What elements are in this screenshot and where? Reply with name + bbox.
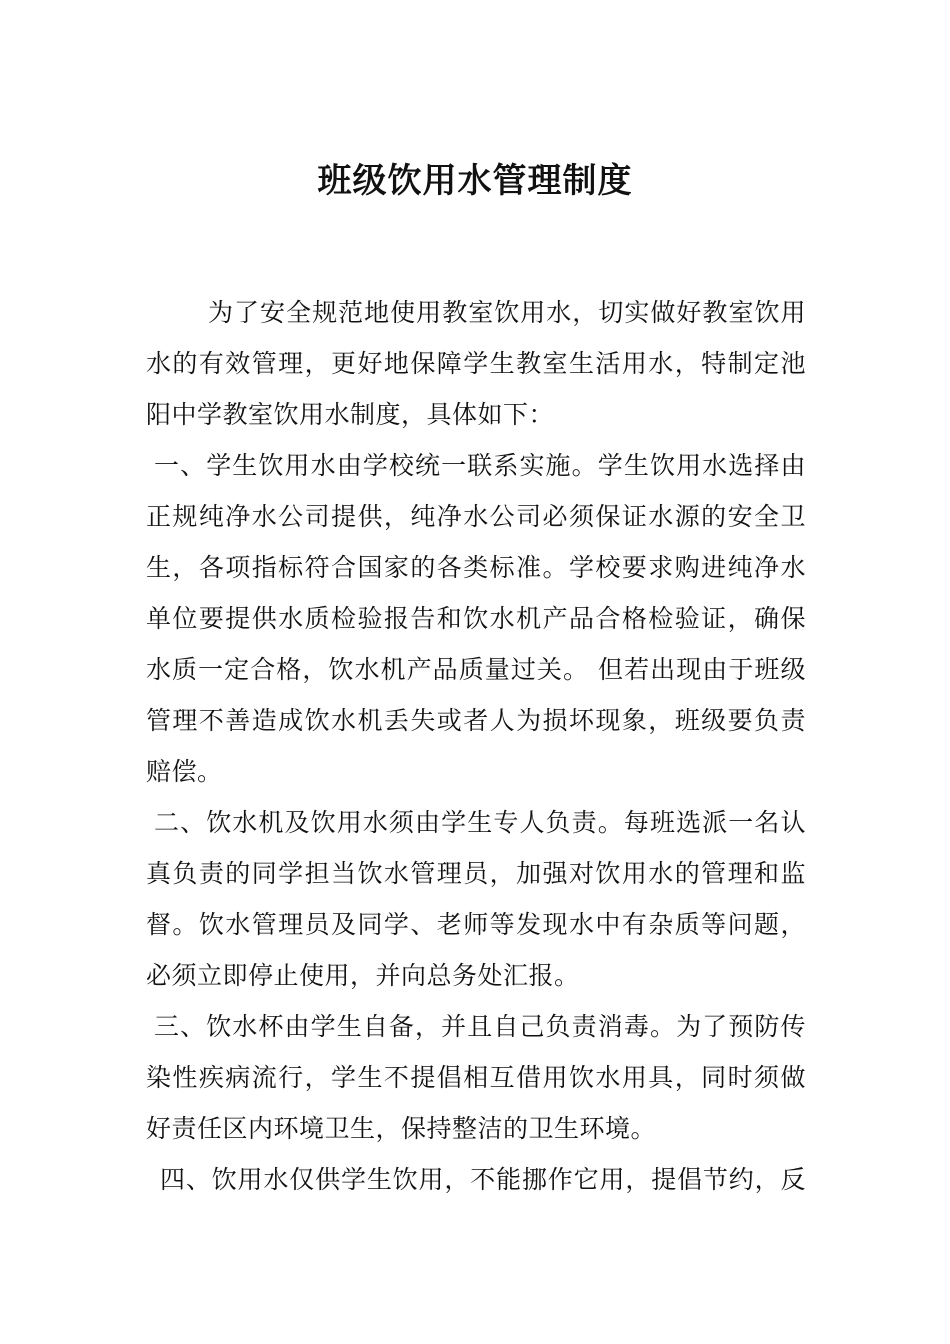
paragraph-line: 染性疾病流行，学生不提倡相互借用饮水用具，同时须做 [146, 1063, 806, 1092]
paragraph-line: 四、饮用水仅供学生饮用，不能挪作它用，提倡节约，反 [160, 1165, 806, 1194]
document-title: 班级饮用水管理制度 [317, 161, 633, 201]
paragraph-line: 阳中学教室饮用水制度，具体如下： [146, 400, 555, 429]
paragraph-line: 赔偿。 [146, 757, 223, 786]
paragraph-line: 水质一定合格，饮水机产品质量过关。 但若出现由于班级 [146, 655, 806, 684]
paragraph-line: 正规纯净水公司提供，纯净水公司必须保证水源的安全卫 [146, 502, 806, 531]
paragraph-line: 督。饮水管理员及同学、老师等发现水中有杂质等问题， [146, 910, 806, 939]
paragraph-line: 二、饮水机及饮用水须由学生专人负责。每班选派一名认 [154, 808, 806, 837]
paragraph-line: 管理不善造成饮水机丢失或者人为损坏现象，班级要负责 [146, 706, 806, 735]
paragraph-line: 生，各项指标符合国家的各类标准。学校要求购进纯净水 [146, 553, 806, 582]
paragraph-line: 一、学生饮用水由学校统一联系实施。学生饮用水选择由 [154, 451, 806, 480]
paragraph-line: 水的有效管理，更好地保障学生教室生活用水，特制定池 [146, 349, 806, 378]
paragraph-line: 三、饮水杯由学生自备，并且自己负责消毒。为了预防传 [154, 1012, 806, 1041]
document-body [146, 290, 806, 1208]
paragraph-line: 真负责的同学担当饮水管理员，加强对饮用水的管理和监 [146, 859, 806, 888]
paragraph-line: 必须立即停止使用，并向总务处汇报。 [146, 961, 580, 990]
paragraph-line: 好责任区内环境卫生，保持整洁的卫生环境。 [146, 1114, 657, 1143]
paragraph-line: 为了安全规范地使用教室饮用水，切实做好教室饮用 [208, 298, 806, 327]
paragraph-line: 单位要提供水质检验报告和饮水机产品合格检验证，确保 [146, 604, 806, 633]
